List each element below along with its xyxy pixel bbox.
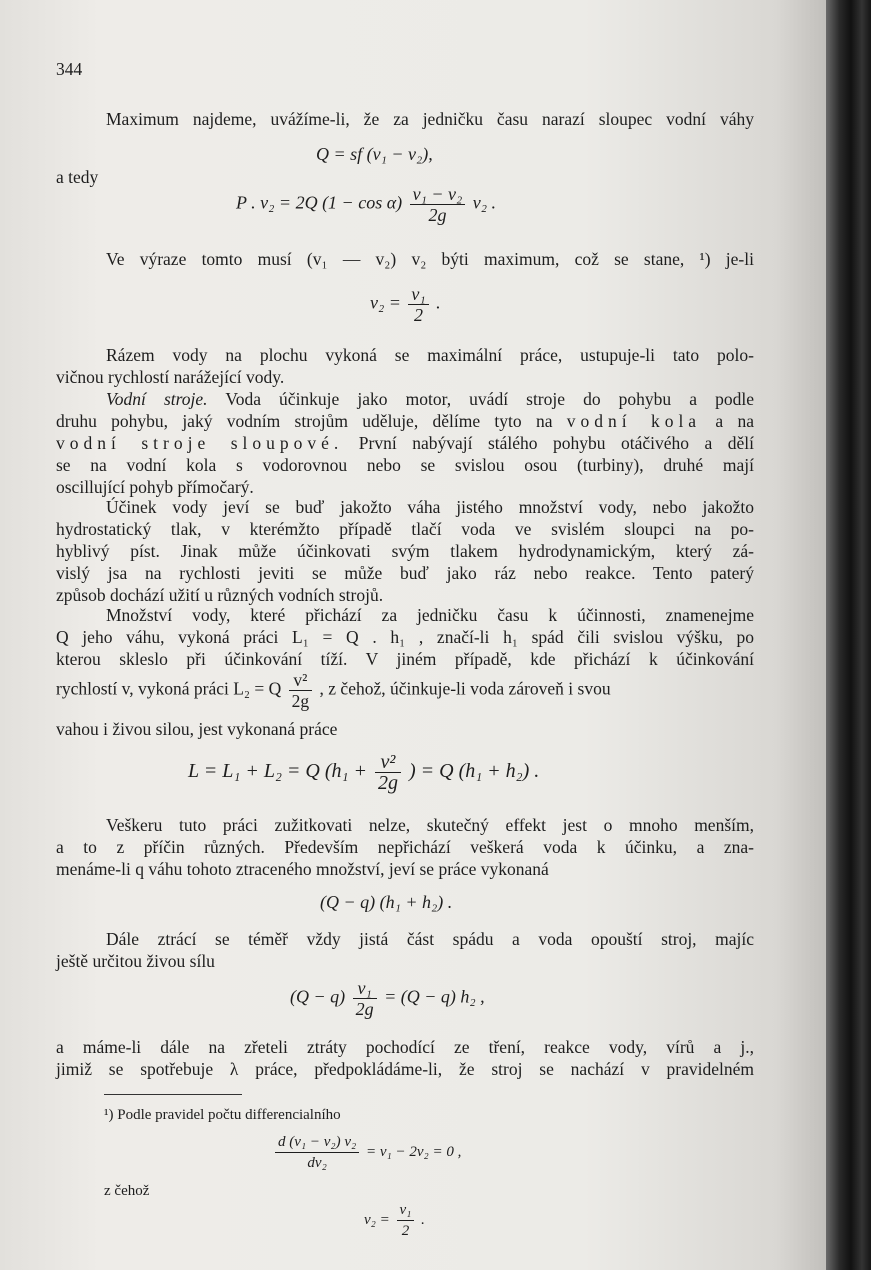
fraction-denominator: 2g <box>377 772 398 794</box>
fraction-numerator: v² <box>375 752 401 773</box>
fraction-numerator: v₁ − v₂ <box>410 184 466 205</box>
spaced-term: vodní stroje sloupové. <box>56 433 344 453</box>
text-line: hyblivý píst. Jinak může účinkovati svým tlakem hydrodynamickým, který zá- <box>56 541 754 561</box>
footnote-rule <box>104 1094 242 1095</box>
text-line: Účinek vody jeví se buď jakožto váha jistého množství vody, nebo jakožto <box>106 497 754 517</box>
text-line: a tedy <box>56 167 99 187</box>
equation-part: . <box>421 1211 425 1228</box>
fraction <box>375 752 401 793</box>
fraction-numerator: d (v₁ − v₂) v₂ <box>275 1132 359 1153</box>
text-line <box>56 410 754 432</box>
text-line: ještě určitou živou sílu <box>56 951 215 971</box>
fraction-denominator: 2 <box>414 305 424 325</box>
text-line: oscillující pohyb přímočarý. <box>56 477 254 497</box>
fraction-numerator: v₁ <box>353 978 377 999</box>
text-line: Q jeho váhu, vykoná práci L₁ = Q . h₁ , značí-li h₁ spád čili svislou výšku, po <box>56 627 754 647</box>
text-span: Voda účinkuje jako motor, uvádí stroje do pohybu a podle <box>207 389 755 409</box>
footnote-text: ¹) Podle pravidel počtu differencialního <box>104 1107 341 1123</box>
fraction <box>397 1200 415 1241</box>
equation-force <box>236 184 496 225</box>
spaced-term: vodní kola <box>566 411 702 431</box>
text-line: způsob dochází užití u různých vodních strojů. <box>56 585 384 605</box>
text-span: druhu pohybu, jaký vodním strojům uděluje, dělíme tyto na <box>56 411 567 431</box>
text-line <box>56 670 754 711</box>
fraction-denominator: 2g <box>428 205 447 225</box>
text-line: Množství vody, které přichází za jedničku času k účinnosti, znamenejme <box>106 605 754 625</box>
footnote-equation <box>272 1132 461 1173</box>
fraction <box>410 184 466 225</box>
text-line <box>106 388 754 410</box>
footnote-equation <box>364 1200 425 1241</box>
text-line: a máme-li dále na zřeteli ztráty pochodící ze tření, reakce vody, vírů a j., <box>56 1037 754 1057</box>
text-span: , z čehož, účinkuje-li voda zároveň i svou <box>319 678 611 699</box>
text-line: Dále ztrácí se téměř vždy jistá část spádu a voda opouští stroj, majíc <box>106 929 754 949</box>
equation-part: = v₁ − 2v₂ = 0 , <box>365 1143 462 1160</box>
equation-part: ) = Q (h₁ + h₂) . <box>408 760 540 783</box>
equation-part: v₂ . <box>472 192 497 213</box>
equation-part: (Q − q) <box>290 986 346 1007</box>
equation-part: v₂ = <box>364 1211 390 1228</box>
equation-work <box>188 752 539 793</box>
text-line: a to z příčin různých. Především nepřichází veškerá voda k účinku, a zna- <box>56 837 754 857</box>
footnote-text: z čehož <box>104 1183 150 1199</box>
fraction <box>408 284 428 325</box>
fraction-denominator: dv₂ <box>307 1155 327 1171</box>
fraction-denominator: 2 <box>401 1223 410 1239</box>
text-line: hydrostatický tlak, v kterémžto případě tlačí voda ve svislém sloupci na po- <box>56 519 754 539</box>
text-line: kterou skleslo při účinkování tíží. V jiném případě, kde přichází k účinkování <box>56 649 754 669</box>
text-span: a na <box>701 411 754 431</box>
text-line <box>56 432 754 454</box>
fraction-numerator: v₁ <box>408 284 428 305</box>
text-line: se na vodní kola s vodorovnou nebo se svislou osou (turbiny), druhé mají <box>56 455 754 475</box>
page-number: 344 <box>56 59 83 79</box>
section-heading: Vodní stroje. <box>106 389 208 409</box>
text-line: Veškeru tuto práci zužitkovati nelze, skutečný effekt jest o mnoho menším, <box>106 815 754 835</box>
fraction <box>275 1132 359 1173</box>
equation-part: L = L₁ + L₂ = Q (h₁ + <box>188 760 367 783</box>
fraction <box>289 670 313 711</box>
text-line: vislý jsa na rychlosti jeviti se může buď jako ráz nebo reakce. Tento paterý <box>56 563 754 583</box>
fraction-numerator: v₁ <box>397 1200 415 1221</box>
equation-part: = (Q − q) h₂ , <box>384 986 485 1007</box>
text-span: rychlostí v, vykoná práci L₂ = Q <box>56 678 282 699</box>
book-spine <box>826 0 871 1270</box>
equation-part: P . v₂ = 2Q (1 − cos α) <box>236 192 403 213</box>
text-line: Maximum najdeme, uvážíme-li, že za jedničku času narazí sloupec vodní váhy <box>106 109 754 129</box>
text-line: Rázem vody na plochu vykoná se maximální práce, ustupuje-li tato polo- <box>106 345 754 365</box>
text-line: jimiž se spotřebuje λ práce, předpokládáme-li, že stroj se nachází v pravidelném <box>56 1059 754 1079</box>
text-line: Ve výraze tomto musí (v₁ — v₂) v₂ býti maximum, což se stane, ¹) je-li <box>106 249 754 269</box>
text-line: menáme-li q váhu tohoto ztraceného množství, jeví se práce vykonaná <box>56 859 549 879</box>
equation-lost: (Q − q) (h₁ + h₂) . <box>320 892 453 912</box>
fraction-denominator: 2g <box>291 691 310 711</box>
equation-flow: Q = sf (v₁ − v₂), <box>316 144 433 164</box>
fraction-numerator: v² <box>289 670 313 691</box>
fraction-denominator: 2g <box>355 999 374 1019</box>
text-line: vičnou rychlostí narážející vody. <box>56 367 285 387</box>
equation-kinetic <box>290 978 485 1019</box>
text-span: První nabývají stálého pohybu otáčivého a dělí <box>343 433 754 453</box>
equation-part: . <box>436 292 441 313</box>
equation-v2 <box>370 284 441 325</box>
equation-part: v₂ = <box>370 292 401 313</box>
text-line: vahou i živou silou, jest vykonaná práce <box>56 719 338 739</box>
fraction <box>353 978 377 1019</box>
